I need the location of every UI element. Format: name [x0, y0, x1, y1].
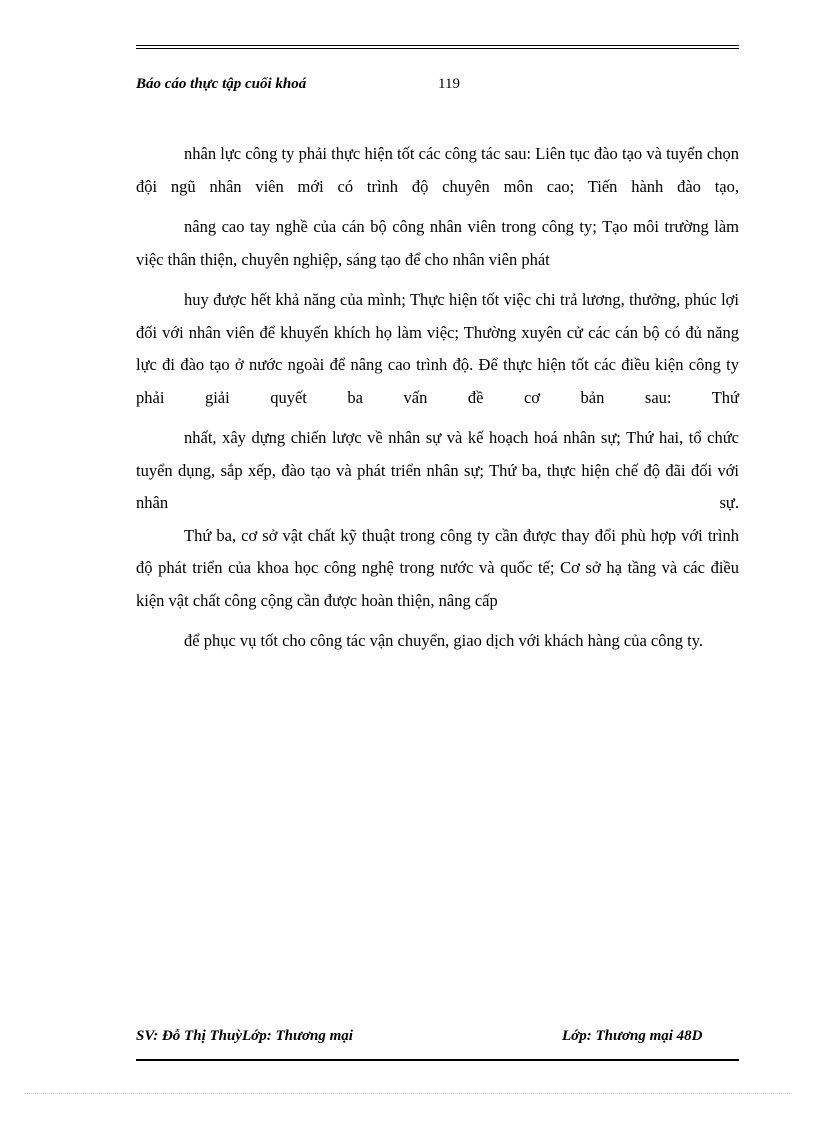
- footer-class: Lớp: Thương mại 48D: [562, 1028, 703, 1044]
- header-title: Báo cáo thực tập cuối khoá: [136, 76, 307, 92]
- paragraph-1: nhân lực công ty phải thực hiện tốt các công tác sau: Liên tục đào tạo và tuyển chọn đội ngũ nhân viên mới có trình độ chuyên môn cao; Tiến hành đào tạo,: [136, 144, 739, 196]
- paragraph-2: nâng cao tay nghề của cán bộ công nhân viên trong công ty; Tạo môi trường làm việc thân thiện, chuyên nghiệp, sáng tạo để cho nhân viên phát: [136, 217, 739, 269]
- body-text: [136, 138, 739, 658]
- page-edge: [24, 1093, 792, 1094]
- paragraph-4: nhất, xây dựng chiến lược về nhân sự và kế hoạch hoá nhân sự; Thứ hai, tổ chức tuyển dụng, sắp xếp, đào tạo và phát triển nhân sự; Thứ ba, thực hiện chế độ đãi đối với nhân sự.: [136, 428, 739, 512]
- footer-rule: [136, 1059, 739, 1061]
- header-rule: [136, 45, 739, 49]
- paragraph-5: Thứ ba, cơ sở vật chất kỹ thuật trong công ty cần được thay đổi phù hợp với trình độ phát triển của khoa học công nghệ trong nước và quốc tế; Cơ sở hạ tầng và các điều kiện vật chất công cộng cần được hoàn thiện, nâng cấp: [136, 525, 739, 610]
- paragraph-6: để phục vụ tốt cho công tác vận chuyển, giao dịch với khách hàng của công ty.: [184, 631, 703, 650]
- page-number: 119: [438, 76, 460, 92]
- paragraph-3: huy được hết khả năng của mình; Thực hiện tốt việc chi trả lương, thưởng, phúc lợi đối với nhân viên để khuyến khích họ làm việc; Thường xuyên cử các cán bộ có đủ năng lực đi đào tạo ở nước ngoài để nâng cao trình độ. Để thực hiện tốt các điều kiện công ty phải giải quyết ba vấn đề cơ bản sau: Thứ: [136, 290, 739, 407]
- footer-student: SV: Đỗ Thị ThuỳLớp: Thương mại: [136, 1028, 353, 1044]
